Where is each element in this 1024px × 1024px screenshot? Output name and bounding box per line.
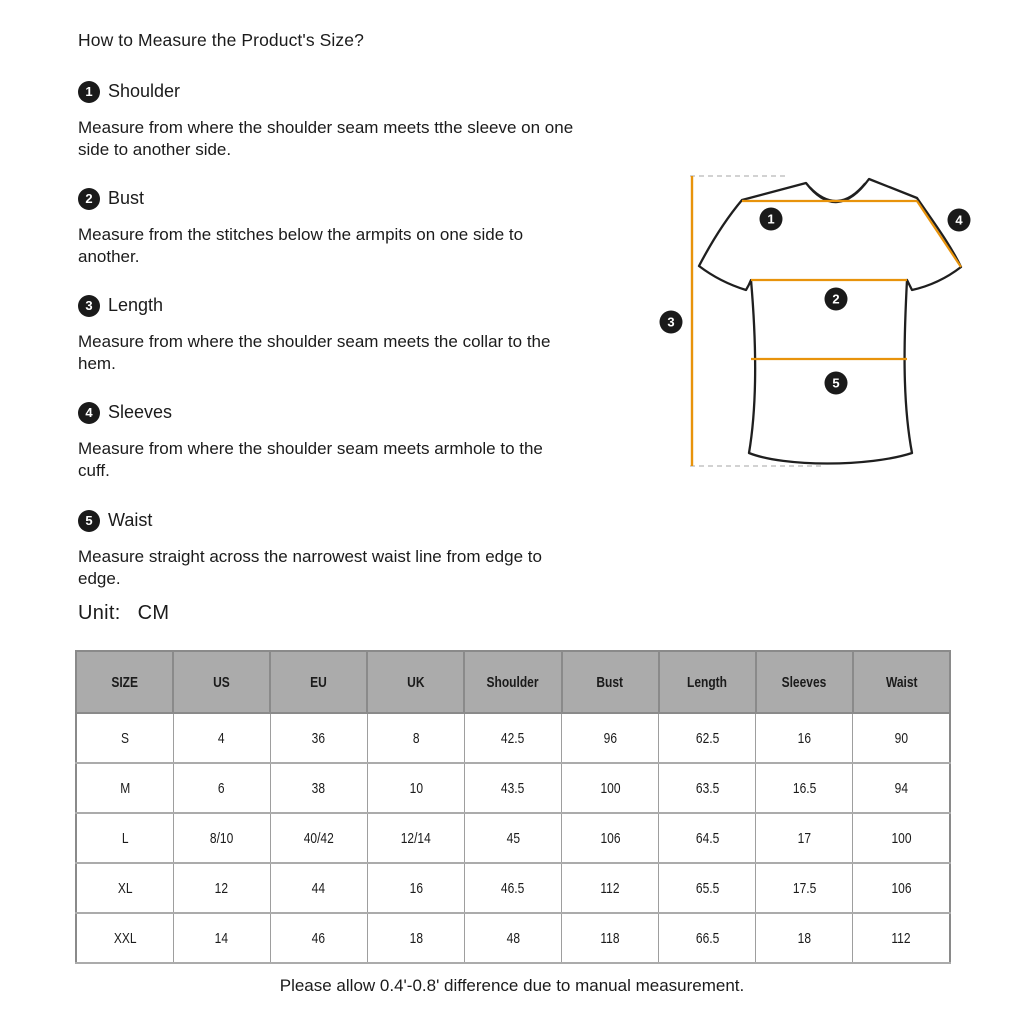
size-table-body	[76, 713, 950, 963]
svg-text:1: 1	[767, 211, 775, 227]
table-cell: 38	[270, 763, 367, 813]
table-cell: 46.5	[464, 863, 561, 913]
number-badge-5: 5	[78, 510, 100, 532]
number-badge-2: 2	[78, 188, 100, 210]
table-cell: 6	[173, 763, 270, 813]
svg-text:5: 5	[832, 375, 840, 391]
section-title: Length	[108, 295, 164, 315]
table-cell: S	[76, 713, 173, 763]
tshirt-outline	[699, 179, 961, 464]
table-cell: 8	[367, 713, 464, 763]
table-cell: L	[76, 813, 173, 863]
table-cell: 17.5	[756, 863, 853, 913]
table-cell: 16	[367, 863, 464, 913]
table-cell: 18	[367, 913, 464, 963]
svg-text:4: 4	[955, 212, 963, 228]
header-cell: Sleeves	[756, 651, 853, 713]
header-cell: Shoulder	[464, 651, 561, 713]
table-cell: M	[76, 763, 173, 813]
table-cell: 90	[853, 713, 950, 763]
section-sleeves	[78, 401, 638, 481]
description-line: side to another side.	[78, 139, 232, 159]
table-cell: 12	[173, 863, 270, 913]
table-cell: 8/10	[173, 813, 270, 863]
description-line: edge.	[78, 568, 121, 588]
table-cell: 48	[464, 913, 561, 963]
svg-text:3: 3	[667, 314, 675, 330]
svg-text:2: 2	[832, 291, 840, 307]
table-row	[76, 713, 950, 763]
table-cell: XL	[76, 863, 173, 913]
table-row	[76, 813, 950, 863]
table-cell: 106	[853, 863, 950, 913]
page-title: How to Measure the Product's Size?	[78, 30, 364, 50]
description-line: Measure from where the shoulder seam meets the collar to the	[78, 332, 551, 351]
section-length	[78, 294, 638, 374]
table-cell: 64.5	[659, 813, 756, 863]
table-cell: 4	[173, 713, 270, 763]
table-cell: 100	[853, 813, 950, 863]
table-cell: 106	[562, 813, 659, 863]
table-cell: 44	[270, 863, 367, 913]
description-line: Measure straight across the narrowest waist line from edge to	[78, 547, 542, 566]
section-description	[78, 546, 638, 589]
diagram-marker-4	[948, 209, 971, 232]
section-title: Sleeves	[108, 402, 173, 422]
section-shoulder	[78, 80, 638, 160]
description-line: another.	[78, 246, 140, 266]
tshirt-diagram	[654, 148, 1024, 488]
number-badge-4: 4	[78, 402, 100, 424]
section-description	[78, 224, 638, 267]
table-cell: 62.5	[659, 713, 756, 763]
table-cell: 43.5	[464, 763, 561, 813]
table-cell: 94	[853, 763, 950, 813]
unit-label: Unit:	[78, 602, 121, 624]
table-cell: 65.5	[659, 863, 756, 913]
table-cell: 18	[756, 913, 853, 963]
section-bust	[78, 187, 638, 267]
measurement-disclaimer: Please allow 0.4'-0.8' difference due to manual measurement.	[279, 976, 745, 995]
section-title: Bust	[108, 188, 145, 208]
table-cell: 16	[756, 713, 853, 763]
table-cell: 16.5	[756, 763, 853, 813]
table-cell: 10	[367, 763, 464, 813]
header-cell: Bust	[562, 651, 659, 713]
table-cell: 112	[853, 913, 950, 963]
description-line: Measure from where the shoulder seam meets armhole to the	[78, 439, 543, 458]
table-row	[76, 913, 950, 963]
description-line: Measure from where the shoulder seam meets tthe sleeve on one	[78, 118, 574, 137]
size-table-head-row	[76, 651, 950, 713]
table-cell: 96	[562, 713, 659, 763]
table-cell: 14	[173, 913, 270, 963]
table-cell: 100	[562, 763, 659, 813]
table-row	[76, 863, 950, 913]
table-cell: 118	[562, 913, 659, 963]
unit-indicator	[78, 602, 169, 625]
description-line: Measure from the stitches below the armpits on one side to	[78, 225, 524, 244]
table-cell: 12/14	[367, 813, 464, 863]
section-description	[78, 117, 638, 160]
number-badge-3: 3	[78, 295, 100, 317]
table-cell: 36	[270, 713, 367, 763]
table-cell: 46	[270, 913, 367, 963]
header-cell: UK	[367, 651, 464, 713]
diagram-marker-1	[760, 208, 783, 231]
header-cell: Waist	[853, 651, 950, 713]
size-table	[75, 650, 951, 964]
size-table-container	[75, 650, 951, 964]
header-cell: SIZE	[76, 651, 173, 713]
section-title: Shoulder	[108, 81, 181, 101]
section-description	[78, 438, 638, 481]
description-line: cuff.	[78, 460, 110, 480]
diagram-marker-3	[660, 311, 683, 334]
table-row	[76, 763, 950, 813]
unit-value: CM	[137, 602, 170, 624]
header-cell: Length	[659, 651, 756, 713]
section-waist	[78, 509, 638, 589]
section-description	[78, 331, 638, 374]
section-title: Waist	[108, 510, 153, 530]
header-cell: EU	[270, 651, 367, 713]
table-cell: 42.5	[464, 713, 561, 763]
number-badge-1: 1	[78, 81, 100, 103]
table-cell: 112	[562, 863, 659, 913]
description-line: hem.	[78, 353, 116, 373]
header-cell: US	[173, 651, 270, 713]
table-cell: 17	[756, 813, 853, 863]
diagram-marker-5	[825, 372, 848, 395]
table-cell: 40/42	[270, 813, 367, 863]
table-cell: 63.5	[659, 763, 756, 813]
table-cell: XXL	[76, 913, 173, 963]
diagram-marker-2	[825, 288, 848, 311]
table-cell: 45	[464, 813, 561, 863]
table-cell: 66.5	[659, 913, 756, 963]
